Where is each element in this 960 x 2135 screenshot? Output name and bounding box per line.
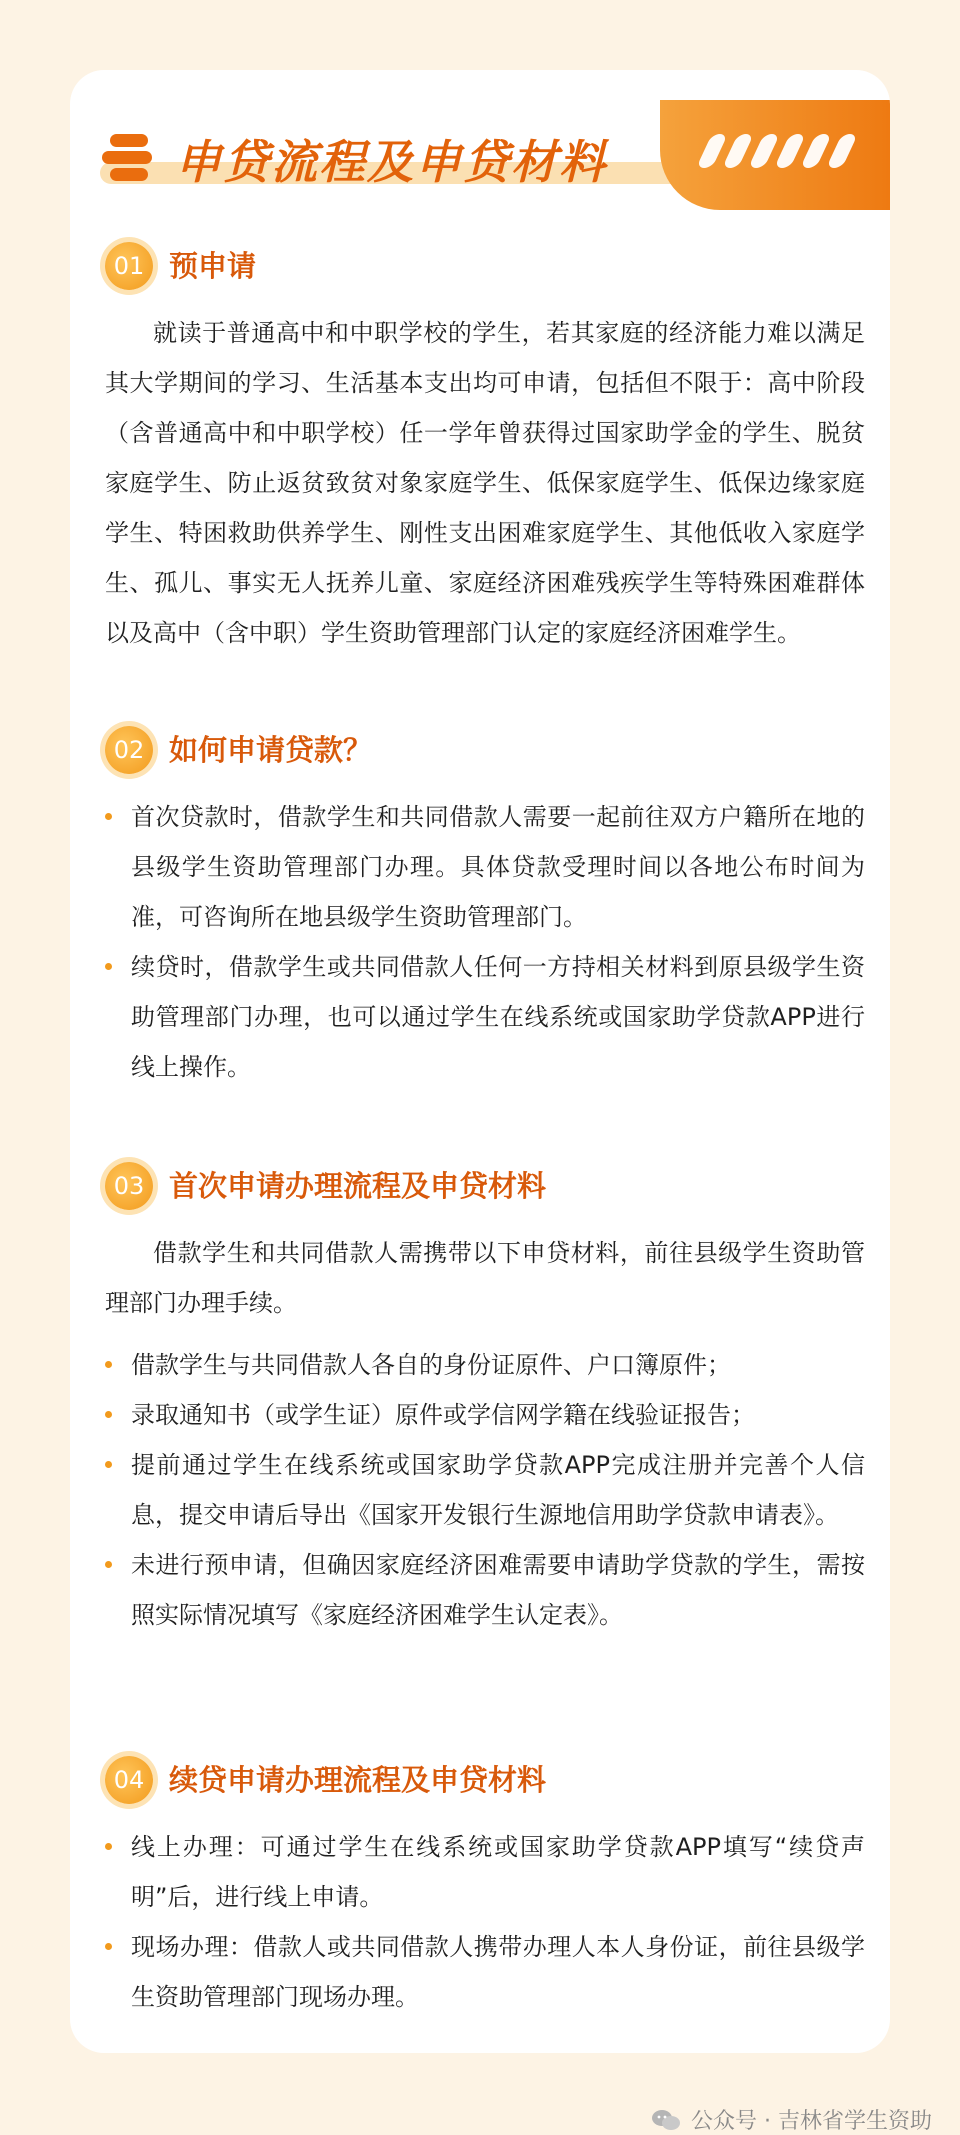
banner-tab [660, 100, 890, 210]
section-first-application [105, 1160, 865, 1640]
section-pre-application [105, 240, 865, 658]
section-title: 预申请 [169, 249, 257, 283]
footer-attribution [651, 2104, 932, 2135]
list-item: 续贷时，借款学生或共同借款人任何一方持相关材料到原县级学生资助管理部门办理，也可以通过学生在线系统或国家助学贷款APP进行线上操作。 [105, 942, 865, 1092]
list-item: 现场办理：借款人或共同借款人携带办理人本人身份证，前往县级学生资助管理部门现场办理。 [105, 1922, 865, 2022]
section-paragraph: 借款学生和共同借款人需携带以下申贷材料，前往县级学生资助管理部门办理手续。 [105, 1239, 865, 1317]
page-title: 申贷流程及申贷材料 [175, 135, 607, 189]
section-paragraph: 就读于普通高中和中职学校的学生，若其家庭的经济能力难以满足其大学期间的学习、生活基本支出均可申请，包括但不限于：高中阶段（含普通高中和中职学校）任一学年曾获得过国家助学金的学生、脱贫家庭学生、防止返贫致贫对象家庭学生、低保家庭学生、低保边缘家庭学生、特困救助供养学生、刚性支出困难家庭学生、其他低收入家庭学生、孤儿、事实无人抚养儿童、家庭经济困难残疾学生等特殊困难群体以及高中（含中职）学生资助管理部门认定的家庭经济困难学生。 [105, 319, 865, 647]
content-card [70, 70, 890, 2053]
list-item: 未进行预申请，但确因家庭经济困难需要申请助学贷款的学生，需按照实际情况填写《家庭经济困难学生认定表》。 [105, 1540, 865, 1640]
section-how-to-apply [105, 724, 865, 1092]
section-number-badge: 03 [105, 1162, 153, 1210]
section-number-badge: 01 [105, 242, 153, 290]
section-number-badge: 04 [105, 1756, 153, 1804]
list-item: 首次贷款时，借款学生和共同借款人需要一起前往双方户籍所在地的县级学生资助管理部门办理。具体贷款受理时间以各地公布时间为准，可咨询所在地县级学生资助管理部门。 [105, 792, 865, 942]
bullet-list [105, 1822, 865, 2022]
list-item: 提前通过学生在线系统或国家助学贷款APP完成注册并完善个人信息，提交申请后导出《国家开发银行生源地信用助学贷款申请表》。 [105, 1440, 865, 1540]
list-item: 线上办理：可通过学生在线系统或国家助学贷款APP填写“续贷声明”后，进行线上申请。 [105, 1822, 865, 1922]
wechat-icon [651, 2108, 681, 2132]
list-item: 录取通知书（或学生证）原件或学信网学籍在线验证报告； [105, 1390, 865, 1440]
section-renewal [105, 1754, 865, 2022]
section-title: 首次申请办理流程及申贷材料 [169, 1169, 547, 1203]
list-item: 借款学生与共同借款人各自的身份证原件、户口簿原件； [105, 1340, 865, 1390]
section-title: 续贷申请办理流程及申贷材料 [169, 1763, 547, 1797]
bullet-list [105, 1340, 865, 1640]
coin-stack-icon [102, 132, 154, 184]
stripes-decoration [704, 134, 850, 168]
footer-text: 公众号 · 吉林省学生资助 [691, 2109, 932, 2134]
title-banner [70, 100, 890, 230]
bullet-list [105, 792, 865, 1092]
section-title: 如何申请贷款？ [169, 733, 373, 767]
section-number-badge: 02 [105, 726, 153, 774]
